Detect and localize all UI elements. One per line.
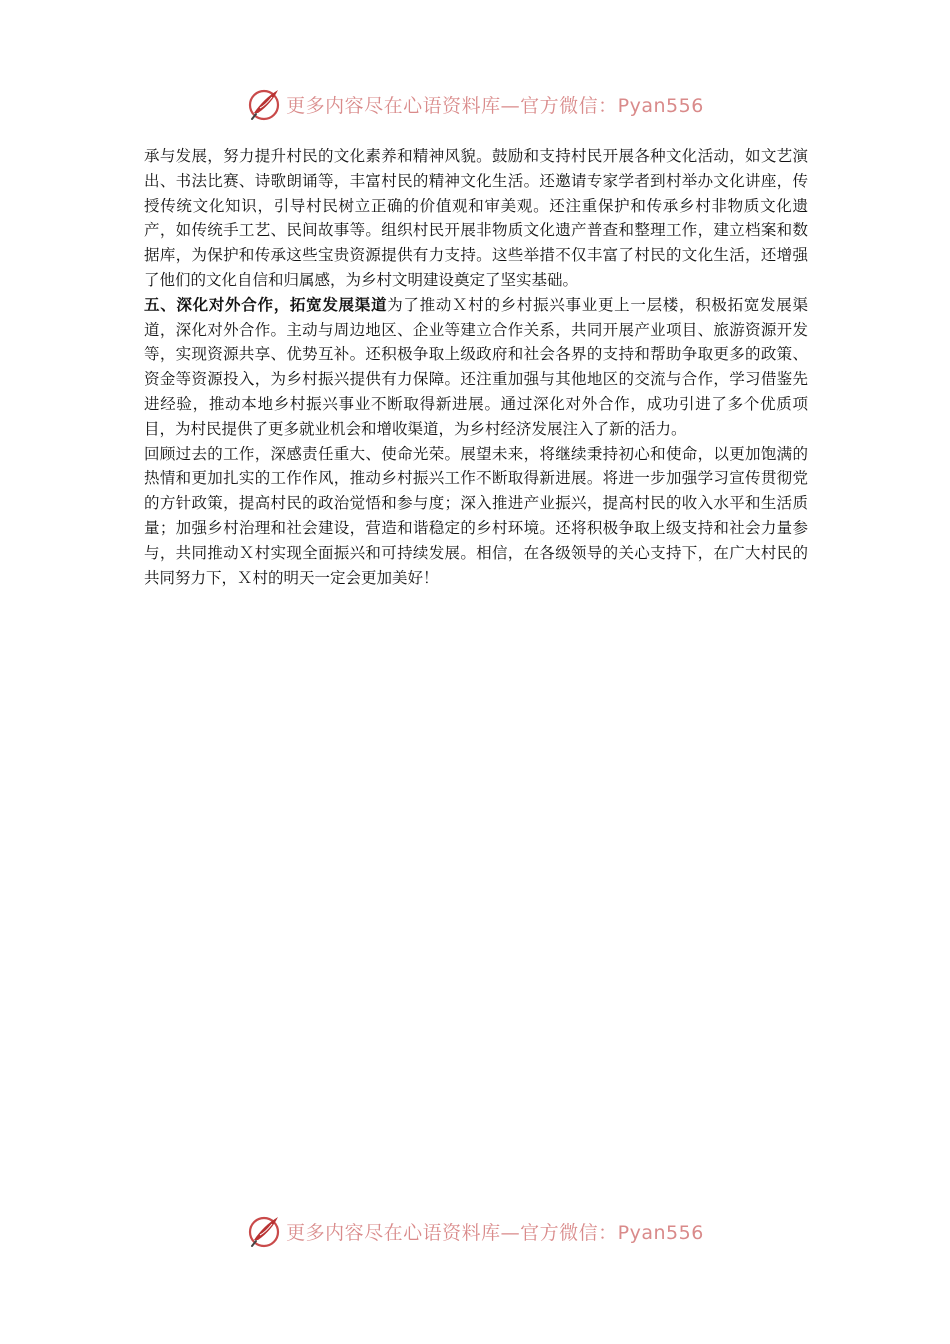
paragraph-1-body: 承与发展，努力提升村民的文化素养和精神风貌。鼓励和支持村民开展各种文化活动，如文艺演出、书法比赛、诗歌朗诵等，丰富村民的精神文化生活。还邀请专家学者到村举办文化讲座，传授传统文化知识，引导村民树立正确的价值观和审美观。还注重保护和传承乡村非物质文化遗产，如传统手工艺、民间故事等。组织村民开展非物质文化遗产普查和整理工作，建立档案和数据库，为保护和传承这些宝贵资源提供有力支持。这些举措不仅丰富了村民的文化生活，还增强了他们的文化自信和归属感，为乡村文明建设奠定了坚实基础。	[144, 147, 808, 289]
watermark-text: 更多内容尽在心语资料库—官方微信：Pyan556	[286, 1221, 704, 1244]
section-heading-5: 五、深化对外合作，拓宽发展渠道	[144, 295, 388, 314]
paragraph-2-body: 为了推动Ｘ村的乡村振兴事业更上一层楼，积极拓宽发展渠道，深化对外合作。主动与周边地区、企业等建立合作关系，共同开展产业项目、旅游资源开发等，实现资源共享、优势互补。还积极争取上级政府和社会各界的支持和帮助争取更多的政策、资金等资源投入，为乡村振兴提供有力保障。还注重加强与其他地区的交流与合作，学习借鉴先进经验，推动本地乡村振兴事业不断取得新进展。通过深化对外合作，成功引进了多个优质项目，为村民提供了更多就业机会和增收渠道，为乡村经济发展注入了新的活力。	[144, 295, 808, 438]
header-watermark-banner	[0, 82, 950, 126]
quill-logo-icon	[246, 86, 282, 122]
quill-logo-icon	[246, 1213, 282, 1249]
wechat-handle: Pyan556	[617, 94, 704, 117]
paragraph-1	[144, 144, 808, 293]
footer-watermark-banner	[0, 1209, 950, 1253]
document-body	[144, 144, 808, 590]
paragraph-3	[144, 442, 808, 591]
wechat-handle: Pyan556	[617, 1221, 704, 1244]
watermark-text: 更多内容尽在心语资料库—官方微信：Pyan556	[286, 94, 704, 117]
paragraph-2	[144, 293, 808, 442]
paragraph-3-body: 回顾过去的工作，深感责任重大、使命光荣。展望未来，将继续秉持初心和使命，以更加饱满的热情和更加扎实的工作作风，推动乡村振兴工作不断取得新进展。将进一步加强学习宣传贯彻党的方针政策，提高村民的政治觉悟和参与度；深入推进产业振兴，提高村民的收入水平和生活质量；加强乡村治理和社会建设，营造和谐稳定的乡村环境。还将积极争取上级支持和社会力量参与，共同推动Ｘ村实现全面振兴和可持续发展。相信，在各级领导的关心支持下，在广大村民的共同努力下，Ｘ村的明天一定会更加美好！	[144, 444, 808, 587]
